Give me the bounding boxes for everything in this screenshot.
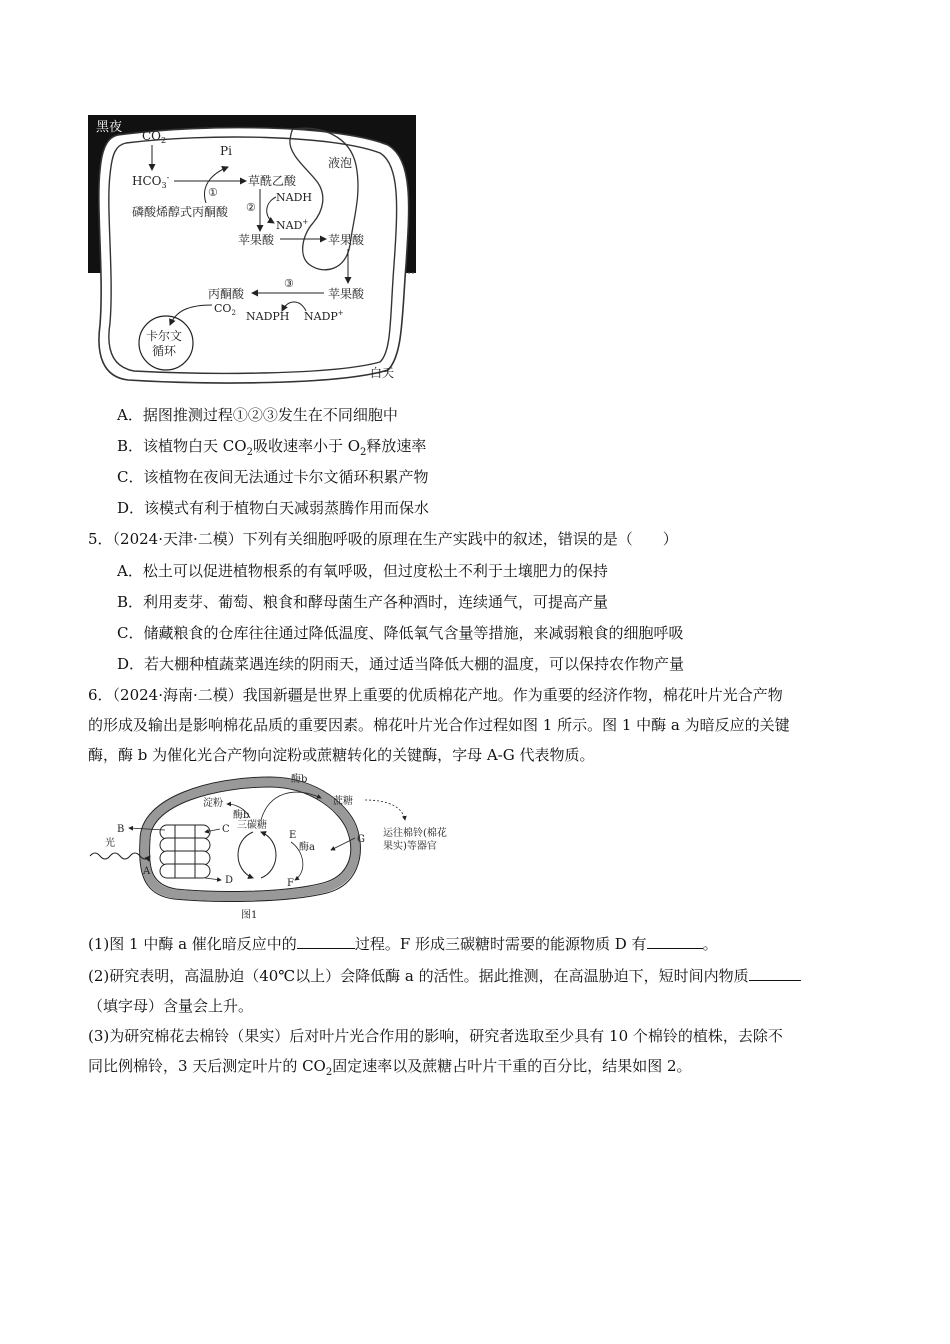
- q6-stem-line-2: 的形成及输出是影响棉花品质的重要因素。棉花叶片光合作过程如图 1 所示。图 1 中酶 a 为暗反应的关键: [88, 716, 790, 734]
- day-label: 白天: [370, 366, 395, 380]
- light-label: 光: [105, 838, 115, 849]
- q5-option-d: D．若大棚种植蔬菜遇连续的阴雨天，通过适当降低大棚的温度，可以保持农作物产量: [117, 655, 685, 673]
- answer-blank-3[interactable]: [749, 966, 801, 981]
- q5-option-a: A．松土可以促进植物根系的有氧呼吸，但过度松土不利于土壤肥力的保持: [117, 562, 608, 580]
- step3-label: ③: [284, 277, 294, 290]
- sucrose-label: 蔗糖: [333, 796, 353, 807]
- night-label: 黑夜: [96, 120, 123, 135]
- q4-option-b: B．该植物白天 $CO_2$吸收速率小于 $O_2$释放速率: [117, 437, 427, 458]
- cycle-arc-right: [261, 832, 276, 878]
- step1-label: ①: [208, 186, 218, 199]
- hco3-label: $HCO_3^-$: [132, 173, 170, 190]
- malate-label-1: 苹果酸: [238, 233, 275, 247]
- q6-sub-2-line-1: (2)研究表明，高温胁迫（40℃以上）会降低酶 a 的活性。据此推测，在高温胁迫下，短时间内物质: [88, 966, 801, 986]
- nadh-label: NADH: [276, 191, 312, 204]
- transport-label-2: 果实)等器官: [383, 841, 437, 852]
- q5-option-c: C．储藏粮食的仓库往往通过降低温度、降低氧气含量等措施，来减弱粮食的细胞呼吸: [117, 624, 684, 642]
- q5-option-b: B．利用麦芽、葡萄、粮食和酵母菌生产各种酒时，连续通气，可提高产量: [117, 593, 609, 611]
- q4-option-a: A．据图推测过程①②③发生在不同细胞中: [117, 406, 398, 424]
- cam-pathway-figure: [88, 115, 418, 387]
- q4-option-c: C．该植物在夜间无法通过卡尔文循环积累产物: [117, 468, 429, 486]
- pyruvate-label: 丙酮酸: [208, 287, 245, 301]
- thylakoid-grana: [160, 825, 210, 878]
- co2-day-label: $CO_2$: [214, 302, 236, 317]
- q6-stem-line-3: 酶，酶 b 为催化光合产物向淀粉或蔗糖转化的关键酶，字母 A-G 代表物质。: [88, 746, 595, 764]
- label-b: B: [117, 824, 125, 835]
- pi-label: Pi: [220, 144, 232, 158]
- label-e: E: [289, 830, 297, 841]
- q6-sub-2-line-2: （填字母）含量会上升。: [88, 997, 254, 1015]
- nadph-label: NADPH: [246, 310, 290, 323]
- label-c: C: [222, 824, 230, 835]
- d-arrow: [205, 878, 221, 880]
- pep-label: 磷酸烯醇式丙酮酸: [132, 205, 229, 219]
- enzyme-b-label: 酶b: [233, 810, 250, 821]
- nad-label: NAD+: [276, 218, 309, 232]
- label-d: D: [225, 875, 234, 886]
- calvin-label-2: 循环: [152, 344, 177, 358]
- figure-1-caption: 图1: [241, 910, 258, 920]
- q4-option-d: D．该模式有利于植物白天减弱蒸腾作用而保水: [117, 499, 430, 517]
- starch-label: 淀粉: [203, 798, 223, 809]
- calvin-label-1: 卡尔文: [146, 329, 183, 343]
- label-f: F: [287, 878, 294, 889]
- q6-sub-3-line-1: (3)为研究棉花去棉铃（果实）后对叶片光合作用的影响，研究者选取至少具有 10 个棉铃的植株，去除不: [88, 1027, 783, 1045]
- nadp-label: NADP+: [304, 309, 344, 323]
- sucrose-transport-arrow: [365, 800, 405, 820]
- malate-label-3: 苹果酸: [328, 287, 365, 301]
- answer-blank-2[interactable]: [647, 934, 703, 949]
- malate-label-2: 苹果酸: [328, 233, 365, 247]
- co2-label: $CO_2$: [142, 129, 167, 145]
- q6-sub-1: (1)图 1 中酶 a 催化暗反应中的 过程。F 形成三碳糖时需要的能源物质 D 有 。: [88, 935, 718, 953]
- enzyme-b-top-label: 酶b: [291, 774, 308, 785]
- chloroplast-figure-1: [85, 770, 475, 920]
- transport-label-1: 运往棉铃(棉花: [383, 828, 447, 839]
- q6-stem-line-1: 6．（2024·海南·二模）我国新疆是世界上重要的优质棉花产地。作为重要的经济作物，棉花叶片光合产物: [88, 686, 783, 704]
- label-g: G: [357, 834, 365, 845]
- label-a: A: [143, 866, 151, 877]
- step2-label: ②: [246, 201, 256, 214]
- enzyme-a-label: 酶a: [299, 842, 315, 853]
- triose-label: 三碳糖: [237, 820, 267, 831]
- q6-sub-3-line-2: 同比例棉铃，3 天后测定叶片的 $CO_2$固定速率以及蔗糖占叶片干重的百分比，结果如图 2。: [88, 1057, 692, 1078]
- q5-stem: 5．（2024·天津·二模）下列有关细胞呼吸的原理在生产实践中的叙述，错误的是（ ）: [88, 530, 678, 548]
- answer-blank-1[interactable]: [297, 934, 355, 949]
- cycle-arc-left: [238, 832, 253, 878]
- vacuole-label: 液泡: [328, 156, 353, 170]
- oxaloacetate-label: 草酰乙酸: [248, 174, 297, 188]
